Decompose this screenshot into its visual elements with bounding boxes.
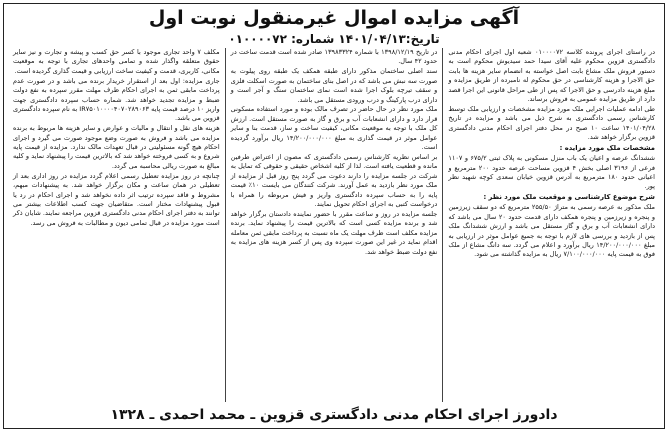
column-right (443, 48, 660, 402)
section-heading: شرح موضوع کارشناسی و موقعیت ملک مورد نظر : (483, 192, 655, 201)
notice-title: آگهی مزایده اموال غیرمنقول نوبت اول (148, 7, 520, 29)
paragraph: در راستای اجرای پرونده کلاسه ۰۱۰۰۰۰۷۲ شعبه اول اجرای احکام مدنی دادگستری قزوین محکوم علیه آقای سیدا حمد سیدیوش محکوم است به دستور فروش ملک مشاع بابت اصل خواسته به انضمام سایر هزینه ها بابت حق الاجرا و هزینه کارشناسی در حق محکوم له نامبرده از طریق مزایده و مبلغ هزینه دادرسی و حق الاجرا که پس از طی مراحل قانونی این اجرا قصد دارد از طریق مزایده عمومی به فروش برساند. (448, 48, 655, 104)
paragraph: در تاریخ ۱۳۹۸/۱۲/۱۹ با شماره ۱۳۹۸۳۳۲۴ صادر شده است قدمت ساخت در حدود ۴۲ سال. (230, 48, 438, 66)
notice-body (8, 48, 660, 402)
notice-signature: دادورز اجرای احکام مدنی دادگستری قزوین ـ محمد احمدی ـ ۱۳۲۸ (110, 407, 558, 423)
paragraph: جلسه مزایده در روز و ساعت مقرر با حضور نماینده دادستان برگزار خواهد شد و برنده مزایده کسی است که بالاترین قیمت را پیشنهاد نماید. برنده مزایده مکلف است ظرف مهلت یک ماه نسبت به پرداخت مابقی ثمن معامله اقدام نماید در غیر این صورت سپرده وی پس از کسر هزینه های مزایده به نفع دولت ضبط خواهد شد. (230, 209, 438, 256)
paragraph: طی ادامه عملیات اجرایی ملک مورد مزایده مشخصات و ارزیابی ملک توسط کارشناس رسمی دادگستری به شرح ذیل می باشد و مزایده در تاریخ ۱۴۰۱/۰۴/۲۸ ساعت ۱۰ صبح در محل دفتر اجرای احکام مدنی دادگستری قزوین برگزار خواهد شد. (448, 104, 655, 142)
paragraph: مکلف ۷ واحد تجاری موجود با کسر حق کسب و پیشه و تجارت و نیز سایر حقوق متعلقه واگذار شده و تمامی واحدهای تجاری با توجه به موقعیت مکانی، کاربری، قدمت و کیفیت ساخت ارزیابی و قیمت گذاری گردیده است. (12, 48, 220, 75)
auction-notice (3, 3, 665, 429)
column-middle (226, 48, 444, 402)
section-heading: مشخصات ملک مورد مزایده : (559, 143, 655, 152)
paragraph: هزینه های نقل و انتقال و مالیات و عوارض و سایر هزینه ها مربوط به برنده مزایده می باشد و فروش به صورت وضع موجود صورت می گیرد و اجرای احکام هیچ گونه مسئولیتی در قبال تعهدات مالک ندارد. مزایده از قیمت پایه شروع و به کسی فروخته خواهد شد که بالاترین قیمت را پیشنهاد نماید و کلیه مبالغ به صورت ریالی محاسبه می گردد. (12, 124, 220, 170)
paragraph: ششدانگ عرصه و اعیان یک باب منزل مسکونی به پلاک ثبتی ۶۷۵/۲ و ۱۱۰۷ فرعی از ۳۱۹۶ اصلی بخش ۴ قزوین مساحت عرصه حدود ۲۰۰ مترمربع و اعیانی حدود ۱۸۰ مترمربع به آدرس قزوین خیابان سعدی کوچه شهید نظر پور. (448, 154, 655, 191)
paragraph: ملک مذکور به عرصه رسمی به متراژ ۲۵۵/۵۰ مترمربع که دو سقف زیرزمین و پنجره و زیرزمین و پنجره همکف دارای قدمت حدود ۲۰ سال می باشد که دارای انشعابات آب و برق و گاز مستقل می باشد و ارزش ششدانگ ملک پس از بازدید و بررسی های لازم با توجه به جمیع عوامل موثر در ارزیابی به مبلغ ۱۴/۲۰۰/۰۰۰/۰۰۰ ریال برآورد و اعلام می گردد. سه دانگ مشاع از ملک فوق به قیمت پایه ۷/۱۰۰/۰۰۰/۰۰۰ ریال به مزایده گذاشته می شود. (448, 203, 655, 259)
notice-date-number: تاریخ:۱۴۰۱/۰۴/۱۳ شماره: ۰۱۰۰۰۰۷۲ (228, 32, 440, 46)
paragraph: چنانچه در روز مزایده تعطیل رسمی اعلام گردد مزایده در روز اداری بعد از تعطیلی در همان ساعت و مکان برگزار خواهد شد. به پیشنهادات مبهم، مشروط و فاقد سپرده ترتیب اثر داده نخواهد شد و اجرای احکام در رد یا قبول پیشنهادات مختار است. متقاضیان جهت کسب اطلاعات بیشتر می توانند به دفتر اجرای احکام مدنی دادگستری قزوین مراجعه نمایند. شایان ذکر است مورد مزایده در قبال تمامی دیون و مطالبات به فروش می رسد. (12, 171, 220, 227)
paragraph: سند اصلی ساختمان مذکور دارای طبقه همکف یک طبقه روی پیلوت به صورت سه نبش می باشد که در اصل بنای ساختمان به صورت اسکلت فلزی و سقف تیرچه بلوک اجرا شده است نمای ساختمان سنگ و آجر است و دارای درب پارکینگ و درب ورودی مستقل می باشد. (230, 67, 438, 104)
paragraph: ملک مورد نظر در حال حاضر در تصرف مالک بوده و مورد استفاده مسکونی قرار دارد و دارای انشعابات آب و برق و گاز به صورت مستقل است. ارزش کل ملک با توجه به موقعیت مکانی، کیفیت ساخت و ساز، قدمت بنا و سایر عوامل موثر در قیمت گذاری به مبلغ ۱۴/۲۰۰/۰۰۰/۰۰۰ ریال برآورد گردیده است. (230, 105, 438, 152)
column-left (8, 48, 226, 402)
paragraph: جاری مزایده: اول بعد از استقرار خریدار برنده می باشد و در صورت عدم پرداخت مابقی ثمن به اجرای احکام ظرف مهلت مقرر سپرده به نفع دولت ضبط و مزایده تجدید خواهد شد. شماره حساب سپرده دادگستری جهت واریز ۱۰ درصد قیمت پایه IR۷۵۰۱۰۰۰۰۴۰۷۰۲۸۹۰۶۳ به نام سپرده دادگستری قزوین می باشد. (12, 76, 220, 123)
paragraph: بر اساس نظریه کارشناس رسمی دادگستری که مصون از اعتراض طرفین مانده و قطعیت یافته است. لذا از کلیه اشخاص حقیقی و حقوقی که تمایل به شرکت در جلسه مزایده را دارند دعوت می گردد پنج روز قبل از مزایده از ملک مورد نظر بازدید به عمل آورند. شرکت کنندگان می بایست ۱۰٪ قیمت پایه را به حساب سپرده دادگستری واریز و فیش مربوطه را همراه با درخواست کتبی به اجرای احکام تحویل نمایند. (230, 152, 438, 208)
